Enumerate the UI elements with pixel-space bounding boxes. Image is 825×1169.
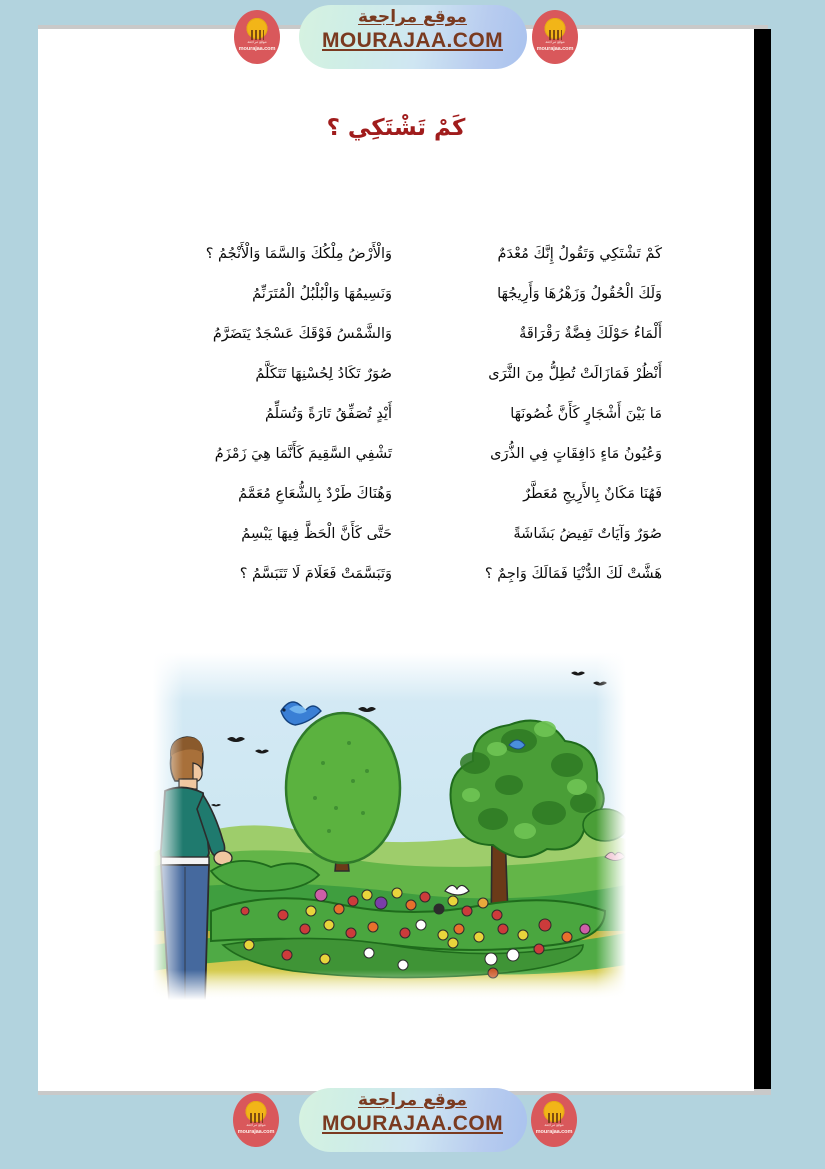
watermark-arabic-label: موقع مراجعة [358, 7, 467, 27]
logo-disc-icon [247, 18, 268, 39]
page-title: كَمْ تَشْتَكِي ؟ [326, 115, 466, 141]
watermark-pill [299, 5, 527, 69]
mourajaa-logo-icon [532, 10, 578, 64]
logo-domain-label: mourajaa.com [238, 46, 276, 52]
logo-disc-icon [545, 18, 566, 39]
poem-line: كَمْ تَشْتَكِي وَتَقُولُ إِنَّكَ مُعْدَمٌ [497, 246, 662, 262]
poem-line: مَا بَيْنَ أَشْجَارٍ كَأَنَّ غُصُونَهَا [510, 406, 662, 422]
poem-line: فَهُنَا مَكَانٌ بِالأَرِيجِ مُعَطَّرٌ [523, 486, 662, 502]
poem-line: وَهُنَاكَ طَرْدٌ بِالشُّعَاعِ مُعَمَّمُ [238, 486, 392, 502]
poem-column-right [462, 234, 662, 594]
header-watermark-banner [0, 2, 825, 72]
poem-line: وَتَبَسَّمَتْ فَعَلَامَ لَا تَتَبَسَّمُ ؟ [239, 566, 392, 582]
poem-line: صُوَرٌ تَكَادُ لِحُسْنِهَا تَتَكَلَّمُ [255, 366, 392, 382]
poem-line: صُوَرٌ وَآيَاتٌ تَفِيضُ بَشَاشَةً [513, 526, 662, 542]
logo-book-icon [549, 30, 562, 40]
poem-line: وَالْأَرْضُ مِلْكُكَ وَالسَّمَا وَالْأَنْجُمُ ؟ [205, 246, 392, 262]
poem-line: أَيْدٍ تُصَفِّقُ تَارَةً وَتُسَلِّمُ [264, 406, 392, 422]
logo-domain-label: mourajaa.com [237, 1129, 275, 1135]
logo-arabic-label: موقع مراجعة [247, 40, 267, 44]
poem-illustration [153, 653, 626, 1000]
poem-line: وَنَسِيمُهَا وَالْبُلْبُلُ الْمُتَرَنِّمُ [252, 286, 392, 302]
nature-scene-svg [153, 653, 626, 1000]
logo-disc-icon [544, 1101, 565, 1122]
watermark-domain-link[interactable]: MOURAJAA.COM [322, 29, 503, 53]
poem-line: وَعُيُونُ مَاءٍ دَافِقَاتٍ فِي الذُّرَى [490, 446, 662, 462]
logo-book-icon [251, 30, 264, 40]
poem-line: أَنْظُرْ فَمَازَالَتْ تُطِلُّ مِنَ الثَّرَى [488, 366, 662, 382]
poem-line: تَشْفِي السَّقِيمَ كَأَنَّمَا هِيَ زَمْزَمُ [214, 446, 392, 462]
watermark-pill [299, 1088, 527, 1152]
poem-line: أَلْمَاءُ حَوْلَكَ فِضَّةٌ رَقْرَاقَةٌ [519, 326, 662, 342]
logo-arabic-label: موقع مراجعة [545, 40, 565, 44]
watermark-arabic-label: موقع مراجعة [358, 1090, 467, 1110]
logo-domain-label: mourajaa.com [535, 1129, 573, 1135]
footer-watermark-banner [0, 1085, 825, 1155]
poem-line: هَشَّتْ لَكَ الدُّنْيَا فَمَالَكَ وَاجِمٌ ؟ [484, 566, 662, 582]
poem-line: حَتَّى كَأَنَّ الْحَظَّ فِيهَا يَبْسِمُ [241, 526, 392, 542]
poem-line: وَلَكَ الْحُقُولُ وَزَهْرُهَا وَأَرِيجُهَا [497, 286, 662, 302]
logo-disc-icon [246, 1101, 267, 1122]
poem-line: وَالشَّمْسُ فَوْقَكَ عَسْجَدٌ يَتَضَرَّمُ [212, 326, 392, 342]
mourajaa-logo-icon [233, 1093, 279, 1147]
logo-book-icon [548, 1113, 561, 1123]
watermark-domain-link[interactable]: MOURAJAA.COM [322, 1112, 503, 1136]
mourajaa-logo-icon [531, 1093, 577, 1147]
poem-body [76, 234, 792, 624]
logo-arabic-label: موقع مراجعة [544, 1123, 564, 1127]
poem-column-left [157, 234, 392, 594]
logo-domain-label: mourajaa.com [536, 46, 574, 52]
logo-arabic-label: موقع مراجعة [246, 1123, 266, 1127]
logo-book-icon [250, 1113, 263, 1123]
mourajaa-logo-icon [234, 10, 280, 64]
